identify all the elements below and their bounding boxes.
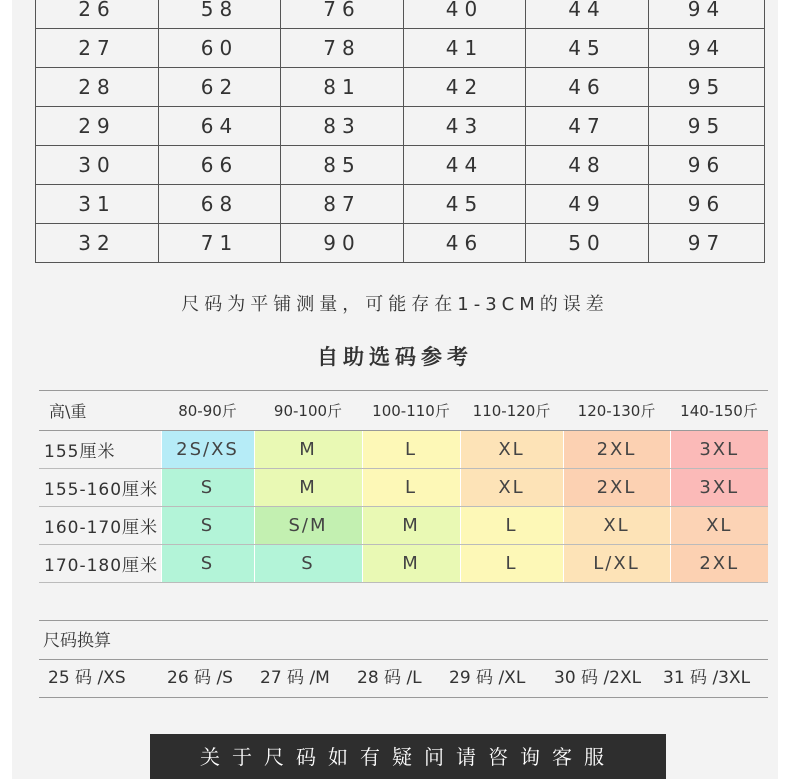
measurement-cell: 41 (404, 29, 526, 68)
measurement-cell: 95 (649, 107, 765, 146)
measurement-cell: 62 (159, 68, 281, 107)
recommended-size-cell: S (161, 507, 254, 545)
measurement-cell: 97 (649, 224, 765, 263)
size-cell: 26 (36, 0, 159, 29)
recommended-size-cell: L (362, 469, 460, 507)
weight-header: 90-100斤 (254, 391, 362, 431)
weight-header: 80-90斤 (161, 391, 254, 431)
measurement-cell: 43 (404, 107, 526, 146)
conversion-item: 26 码 /S (167, 668, 233, 688)
size-row (36, 146, 765, 185)
measurement-cell: 44 (404, 146, 526, 185)
conversion-item: 31 码 /3XL (663, 668, 751, 688)
measurement-note: 尺码为平铺测量，可能存在1-3CM的误差 (181, 294, 609, 315)
size-reference-title: 自助选码参考 (317, 345, 473, 369)
recommended-size-cell: S (161, 545, 254, 583)
size-cell: 28 (36, 68, 159, 107)
recommended-size-cell: L (460, 545, 563, 583)
size-cell: 27 (36, 29, 159, 68)
recommended-size-cell: 2XL (563, 431, 670, 469)
recommended-size-cell: 2XL (563, 469, 670, 507)
size-row (36, 29, 765, 68)
measurement-cell: 45 (526, 29, 649, 68)
recommended-size-cell: XL (460, 469, 563, 507)
size-row (36, 185, 765, 224)
recommended-size-cell: M (254, 431, 362, 469)
size-cell: 31 (36, 185, 159, 224)
measurement-cell: 60 (159, 29, 281, 68)
recommended-size-cell: L (362, 431, 460, 469)
measurement-cell: 49 (526, 185, 649, 224)
measurement-cell: 64 (159, 107, 281, 146)
measurement-cell: 94 (649, 29, 765, 68)
recommended-size-cell: M (254, 469, 362, 507)
measurement-cell: 94 (649, 0, 765, 29)
reference-row (39, 507, 768, 545)
size-row (36, 107, 765, 146)
recommended-size-cell: 3XL (670, 469, 768, 507)
size-conversion (39, 620, 768, 698)
measurement-cell: 45 (404, 185, 526, 224)
measurement-cell: 96 (649, 185, 765, 224)
conversion-item: 28 码 /L (357, 668, 422, 688)
measurement-cell: 58 (159, 0, 281, 29)
weight-header: 120-130斤 (563, 391, 670, 431)
measurement-cell: 46 (404, 224, 526, 263)
height-weight-corner-label: 高\重 (39, 391, 161, 431)
recommended-size-cell: XL (460, 431, 563, 469)
reference-row (39, 469, 768, 507)
measurement-cell: 44 (526, 0, 649, 29)
measurement-cell: 87 (281, 185, 404, 224)
weight-header: 110-120斤 (460, 391, 563, 431)
size-row (36, 68, 765, 107)
recommended-size-cell: 3XL (670, 431, 768, 469)
conversion-item: 30 码 /2XL (554, 668, 642, 688)
measurement-cell: 90 (281, 224, 404, 263)
recommended-size-cell: S/M (254, 507, 362, 545)
reference-row (39, 431, 768, 469)
measurement-cell: 85 (281, 146, 404, 185)
height-label: 155厘米 (39, 431, 161, 469)
recommended-size-cell: XL (670, 507, 768, 545)
recommended-size-cell: M (362, 507, 460, 545)
height-label: 170-180厘米 (39, 545, 161, 583)
weight-header: 140-150斤 (670, 391, 768, 431)
recommended-size-cell: M (362, 545, 460, 583)
measurement-cell: 76 (281, 0, 404, 29)
conversion-item: 25 码 /XS (48, 668, 126, 688)
measurement-cell: 40 (404, 0, 526, 29)
measurement-cell: 81 (281, 68, 404, 107)
recommended-size-cell: L (460, 507, 563, 545)
measurement-cell: 95 (649, 68, 765, 107)
reference-row (39, 545, 768, 583)
size-cell: 32 (36, 224, 159, 263)
recommended-size-cell: S (161, 469, 254, 507)
size-row (36, 224, 765, 263)
measurement-cell: 48 (526, 146, 649, 185)
measurement-cell: 47 (526, 107, 649, 146)
recommended-size-cell: XL (563, 507, 670, 545)
size-cell: 29 (36, 107, 159, 146)
conversion-title: 尺码换算 (39, 620, 768, 660)
recommended-size-cell: S (254, 545, 362, 583)
recommended-size-cell: L/XL (563, 545, 670, 583)
measurement-cell: 66 (159, 146, 281, 185)
size-cell: 30 (36, 146, 159, 185)
measurement-cell: 96 (649, 146, 765, 185)
measurement-cell: 50 (526, 224, 649, 263)
recommended-size-cell: 2S/XS (161, 431, 254, 469)
measurement-cell: 42 (404, 68, 526, 107)
size-measurement-table (35, 0, 765, 263)
measurement-cell: 78 (281, 29, 404, 68)
weight-header: 100-110斤 (362, 391, 460, 431)
measurement-cell: 83 (281, 107, 404, 146)
size-row (36, 0, 765, 29)
size-reference-table (39, 390, 768, 583)
measurement-cell: 46 (526, 68, 649, 107)
recommended-size-cell: 2XL (670, 545, 768, 583)
height-label: 155-160厘米 (39, 469, 161, 507)
height-label: 160-170厘米 (39, 507, 161, 545)
contact-service-button[interactable]: 关于尺码如有疑问请咨询客服 (150, 734, 666, 779)
measurement-cell: 71 (159, 224, 281, 263)
reference-header-row (39, 391, 768, 431)
measurement-cell: 68 (159, 185, 281, 224)
conversion-row (39, 660, 768, 698)
conversion-item: 27 码 /M (260, 668, 330, 688)
conversion-item: 29 码 /XL (449, 668, 526, 688)
